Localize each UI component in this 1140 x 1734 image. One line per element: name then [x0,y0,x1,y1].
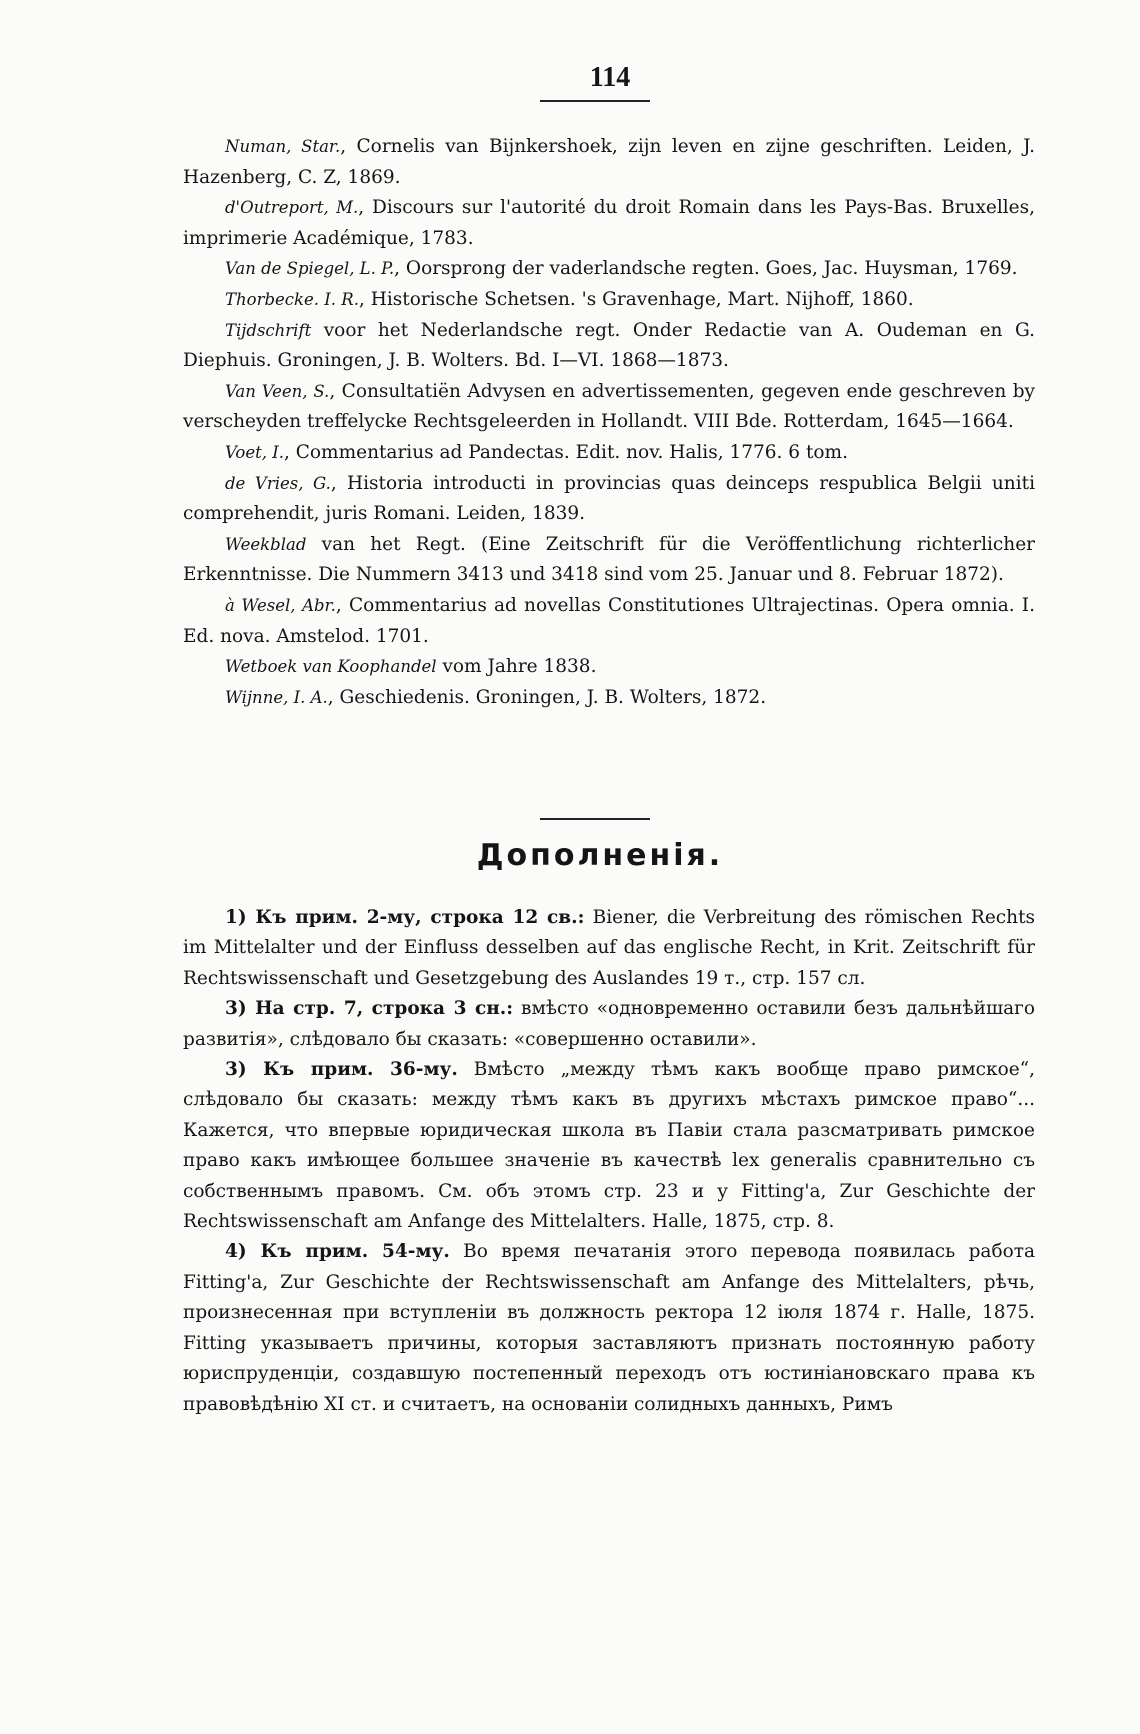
note-text: Biener, die Verbreitung des römischen Rechts im Mittelalter und der Einfluss desselben auf das englische Recht, in Krit. Zeitschrift für Rechtswissenschaft und Gesetzgebung des Auslandes 19 т., стр. 157 сл. [183,907,1036,989]
page-number: 114 [589,62,631,93]
note-lead: 3) На стр. 7, строка 3 сн.: [225,998,514,1020]
page-number-rule [540,100,650,102]
entry-text: , Geschiedenis. Groningen, J. B. Wolters, 1872. [327,686,767,708]
entry-author: Wetboek van Koophandel [225,657,437,677]
bibliography-entry [183,438,1035,469]
entry-author: Voet, I. [225,442,284,462]
entry-author: Weekblad [225,534,307,554]
bibliography-entry [183,132,1035,193]
entry-text: , Historia introducti in provincias quas deinceps respublica Belgii uniti comprehendit, juris Romani. Leiden, 1839. [183,472,1035,525]
entry-text: , Oorsprong der vaderlandsche regten. Goes, Jac. Huysman, 1769. [394,258,1018,280]
addition-note [183,1237,1035,1419]
entry-author: d'Outreport, M. [225,198,359,218]
entry-author: à Wesel, Abr. [225,595,336,615]
entry-text: van het Regt. (Eine Zeitschrift für die Veröffentlichung richterlicher Erkenntnisse. Die Nummern 3413 und 3418 sind vom 25. Januar und 8. Februar 1872). [183,533,1035,586]
section-divider [540,818,650,820]
entry-author: Van de Spiegel, L. P. [225,259,395,279]
entry-text: , Historische Schetsen. 's Gravenhage, Mart. Nijhoff, 1860. [358,288,914,310]
additions-heading: Дополненія. [476,838,724,873]
addition-note [183,903,1035,994]
bibliography-entry [183,254,1035,285]
bibliography-entry [183,193,1035,254]
entry-author: Wijnne, I. A. [225,687,328,707]
addition-note [183,1055,1035,1237]
additions-notes [183,903,1035,1420]
bibliography-entry [183,652,1035,683]
entry-text: , Commentarius ad novellas Constitutiones Ultrajectinas. Opera omnia. I. Ed. nova. Amstelod. 1701. [183,594,1036,647]
entry-text: , Commentarius ad Pandectas. Edit. nov. Halis, 1776. 6 tom. [283,441,848,463]
bibliography-entry [183,316,1035,377]
entry-text: , Cornelis van Bijnkershoek, zijn leven en zijne geschriften. Leiden, J. Hazenberg, C. Z, 1869. [183,136,1035,188]
addition-note [183,994,1035,1055]
note-lead: 4) Къ прим. 54-му. [225,1241,450,1263]
entry-author: Van Veen, S. [225,381,330,401]
entry-author: Thorbecke. I. R. [225,289,359,309]
entry-text: , Consultatiën Advysen en advertissementen, gegeven ende geschreven by verscheyden treffelycke Rechtsgeleerden in Hollandt. VIII Bde. Rotterdam, 1645—1664. [183,380,1035,433]
note-lead: 3) Къ прим. 36-му. [225,1059,458,1081]
bibliography-entry [183,683,1035,714]
note-text: Вмѣсто „между тѣмъ какъ вообще право римское“, слѣдовало бы сказать: между тѣмъ какъ въ другихъ мѣстахъ римское право“... Кажется, что впервые юридическая школа въ Павіи стала разсматривать римское право какъ имѣющее большее значеніе въ качествѣ lex generalis сравнительно съ собственнымъ правомъ. См. объ этомъ стр. 23 и у Fitting'a, Zur Geschichte der Rechtswissenschaft am Anfange des Mittelalters. Halle, 1875, стр. 8. [183,1059,1036,1233]
bibliography-entry [183,469,1035,530]
bibliography-list [183,132,1035,713]
bibliography-entry [183,591,1035,652]
bibliography-entry [183,530,1035,591]
entry-text: , Discours sur l'autorité du droit Romain dans les Pays-Bas. Bruxelles, imprimerie Académique, 1783. [183,197,1035,249]
entry-author: de Vries, G. [225,473,331,493]
note-text: вмѣсто «одновременно оставили безъ дальнѣйшаго развитія», слѣдовало бы сказать: «совершенно оставили». [183,998,1036,1050]
entry-text: voor het Nederlandsche regt. Onder Redactie van A. Oudeman en G. Diephuis. Groningen, J. B. Wolters. Bd. I—VI. 1868—1873. [183,319,1035,372]
note-lead: 1) Къ прим. 2-му, строка 12 св.: [225,907,585,928]
note-text: Во время печатанія этого перевода появилась работа Fitting'a, Zur Geschichte der Rechtswissenschaft am Anfange des Mittelalters, рѣчь, произнесенная при вступленіи въ должность ректора 12 іюля 1874 г. Halle, 1875. Fitting указываетъ причины, которыя заставляютъ признать постоянную работу юриспруденціи, создавшую постепенный переходъ отъ юстиніановскаго права къ правовѣдѣнію XI ст. и считаетъ, на основаніи солидныхъ данныхъ, Римъ [183,1241,1035,1415]
entry-author: Numan, Star. [225,137,341,156]
bibliography-entry [183,377,1035,438]
entry-author: Tijdschrift [225,320,312,340]
entry-text: vom Jahre 1838. [436,656,597,678]
bibliography-entry [183,285,1035,316]
